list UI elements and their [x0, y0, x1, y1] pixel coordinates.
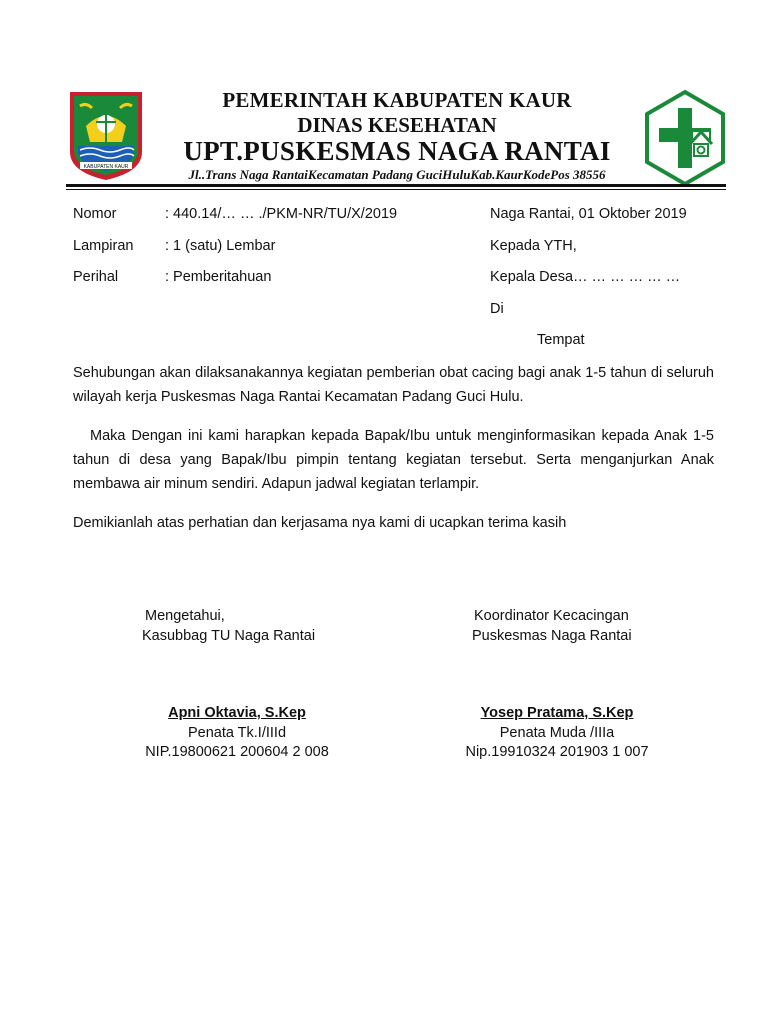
left-signer-nip: NIP.19800621 200604 2 008 — [145, 744, 329, 760]
recipient-name: Kepala Desa… … … … … … — [490, 269, 681, 285]
letterhead-government: PEMERINTAH KABUPATEN KAUR — [222, 88, 572, 112]
letterhead-divider-thick — [66, 184, 726, 187]
right-signer-rank: Penata Muda /IIIa — [499, 725, 615, 741]
letterhead-institution: UPT.PUSKESMAS NAGA RANTAI — [183, 136, 611, 166]
emblem-caption: KABUPATEN KAUR — [83, 164, 129, 170]
body-paragraph-3: Demikianlah atas perhatian dan kerjasama nya kami di ucapkan terima kasih — [73, 515, 567, 531]
body-paragraph-2: Maka Dengan ini kami harapkan kepada Bapak/Ibu untuk menginformasikan kepada Anak 1-5 tahun di desa yang Bapak/Ibu pimpin tentang kegiatan tersebut. Serta menganjurkan Anak membawa air minum sendiri. Adapun jadwal kegiatan terlampir. — [73, 428, 714, 492]
perihal-value: : Pemberitahuan — [165, 269, 272, 285]
letterhead-department: DINAS KESEHATAN — [297, 113, 497, 137]
right-signer-nip: Nip.19910324 201903 1 007 — [465, 744, 649, 760]
lampiran-value: : 1 (satu) Lembar — [165, 238, 276, 254]
body-paragraph-1: Sehubungan akan dilaksanakannya kegiatan pemberian obat cacing bagi anak 1-5 tahun di seluruh wilayah kerja Puskesmas Naga Rantai Kecamatan Padang Guci Hulu. — [73, 365, 714, 405]
right-signer-title1: Koordinator Kecacingan — [474, 608, 629, 624]
left-signer-rank: Penata Tk.I/IIId — [187, 725, 287, 741]
nomor-value: : 440.14/… … ./PKM-NR/TU/X/2019 — [165, 206, 398, 222]
left-signer-title1: Mengetahui, — [145, 608, 225, 624]
left-signer-name: Apni Oktavia, S.Kep — [168, 705, 306, 721]
left-signer-title2: Kasubbag TU Naga Rantai — [142, 628, 316, 644]
recipient-di: Di — [490, 301, 504, 317]
place-date: Naga Rantai, 01 Oktober 2019 — [490, 206, 687, 222]
recipient-tempat: Tempat — [537, 332, 585, 348]
right-signer-name: Yosep Pratama, S.Kep — [480, 705, 634, 721]
perihal-label: Perihal — [73, 269, 119, 285]
letterhead-address: Jl..Trans Naga RantaiKecamatan Padang GuciHuluKab.KaurKodePos 38556 — [188, 167, 606, 182]
lampiran-label: Lampiran — [73, 238, 134, 254]
right-signer-title2: Puskesmas Naga Rantai — [472, 628, 632, 644]
nomor-label: Nomor — [73, 206, 117, 222]
recipient-to: Kepada YTH, — [490, 238, 577, 254]
letterhead-divider-thin — [66, 189, 726, 190]
